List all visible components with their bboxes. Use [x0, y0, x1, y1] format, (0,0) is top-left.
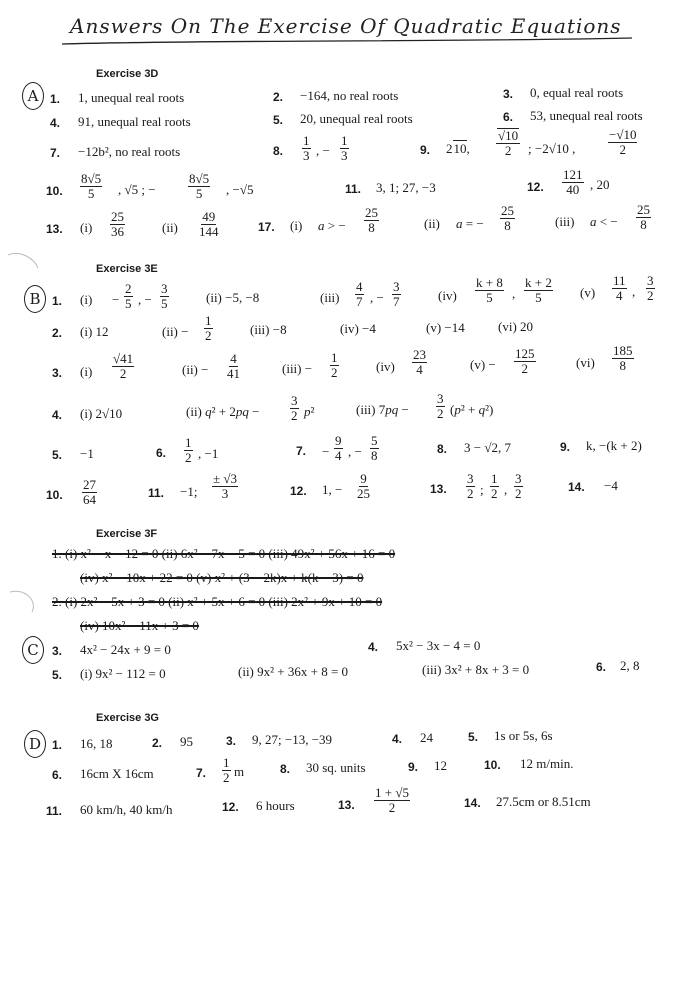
title-underline [0, 0, 700, 60]
question-number: 10. [46, 184, 63, 198]
answer: −164, no real roots [300, 88, 399, 103]
answer: (i) 12 [80, 324, 109, 339]
question-number: 6. [52, 768, 63, 782]
answer: , 20 [590, 177, 610, 192]
part-label: (ii) − [182, 362, 209, 377]
fraction: $\frac{k + 2}{5}$ [525, 275, 552, 305]
question-number: 5. [273, 113, 284, 127]
answer: 2, 8 [620, 658, 640, 673]
question-number: 14. [464, 796, 481, 810]
fraction: $\frac{1 + √5}{2}$ [375, 785, 409, 815]
answer: 1, unequal real roots [78, 90, 185, 105]
part-label: (ii) [424, 216, 440, 231]
answer: 3, 1; 27, −3 [376, 180, 436, 195]
question-number: 3. [226, 734, 237, 748]
answer: 60 km/h, 40 km/h [80, 802, 173, 817]
fraction: $\frac{3}{7}$ [393, 279, 400, 309]
answer: (iii) 7pq − [356, 402, 409, 417]
answer: m [234, 764, 245, 779]
answer: , −√5 [226, 182, 254, 197]
question-number: 8. [280, 762, 291, 776]
question-number: 1. [52, 294, 63, 308]
fraction: $\frac{25}{8}$ [365, 205, 378, 235]
page-title: Answers On The Exercise Of Quadratic Equations [70, 14, 622, 38]
question-number: 5. [52, 448, 63, 462]
question-number: 13. [338, 798, 355, 812]
answer: 210, [446, 141, 470, 156]
question-number: 4. [52, 408, 63, 422]
answer: a < − [590, 214, 618, 229]
fraction: $\frac{3}{5}$ [161, 281, 168, 311]
fraction: $\frac{k + 8}{5}$ [476, 275, 503, 305]
answer: 16, 18 [80, 736, 113, 751]
fraction: $\frac{185}{8}$ [613, 343, 633, 373]
exercise-3d-heading: Exercise 3D [96, 68, 159, 80]
fraction: $\frac{\pm √3}{3}$ [213, 471, 238, 501]
question-number: 4. [392, 732, 403, 746]
question-number: 12. [527, 180, 544, 194]
answer: , [512, 286, 516, 301]
fraction: $\frac{√41}{2}$ [113, 351, 134, 381]
answer: a > − [318, 218, 346, 233]
answer: 95 [180, 734, 193, 749]
question-number: 6. [503, 110, 514, 124]
fraction: $\frac{3}{2}$ [467, 471, 474, 501]
answer: 1s or 5s, 6s [494, 728, 553, 743]
struck-answer-line: (iv) x² − 10x + 22 = 0 (v) x² + (3 − 2k)x + k(k − 3) = 0 [80, 570, 364, 585]
answer: 30 sq. units [306, 760, 366, 775]
answer: (p² + q²) [450, 402, 494, 417]
question-number: 4. [50, 116, 61, 130]
answer: p² [304, 404, 315, 419]
fraction: $\frac{3}{2}$ [647, 273, 654, 303]
answer: 3 − √2, 7 [464, 440, 511, 455]
answer: 6 hours [256, 798, 295, 813]
answer: ; [480, 482, 484, 497]
question-number: 10. [484, 758, 501, 772]
fraction-root10-over-2: $\frac{√10}{2}$ [498, 128, 519, 158]
answer: , − [370, 290, 384, 305]
question-number: 6. [156, 446, 167, 460]
answer: (ii) −5, −8 [206, 290, 260, 305]
answer: 27.5cm or 8.51cm [496, 794, 591, 809]
fraction: $\frac{25}{8}$ [637, 202, 650, 232]
question-number: 14. [568, 480, 585, 494]
answer: 4x² − 24x + 9 = 0 [80, 642, 171, 657]
answer: 53, unequal real roots [530, 108, 643, 123]
fraction: $\frac{121}{40}$ [563, 167, 583, 197]
fraction: $\frac{4}{41}$ [227, 351, 240, 381]
answer: 16cm X 16cm [80, 766, 154, 781]
part-label: (iii) [320, 290, 340, 305]
answer: (ii) q² + 2pq − [186, 404, 260, 419]
answer: (iii) −8 [250, 322, 287, 337]
fraction: $\frac{1}{2}$ [205, 313, 212, 343]
question-number: 3. [52, 644, 63, 658]
answer: 1, − [322, 482, 343, 497]
answer: 20, unequal real roots [300, 111, 413, 126]
question-number: 9. [420, 143, 431, 157]
part-label: (i) [80, 220, 93, 235]
fraction: $\frac{25}{8}$ [501, 203, 514, 233]
struck-answer-line: 1. (i) x² − x − 12 = 0 (ii) 6x² − 7x − 5 = 0 (iii) 49x² + 56x + 16 = 0 [52, 546, 396, 561]
fraction-minus-root10-over-2: $\frac{-√10}{2}$ [609, 127, 637, 157]
question-number: 3. [52, 366, 63, 380]
answer: k, −(k + 2) [586, 438, 642, 453]
part-label: (i) [290, 218, 303, 233]
answer: (ii) − [162, 324, 189, 339]
fraction-one-third: $\frac{1}{3}$ [303, 133, 310, 163]
fraction: $\frac{125}{2}$ [515, 346, 535, 376]
fraction: $\frac{4}{7}$ [356, 279, 363, 309]
question-number: 13. [46, 222, 63, 236]
answer: −1; [180, 484, 198, 499]
question-number: 5. [52, 668, 63, 682]
answer: (ii) 9x² + 36x + 8 = 0 [238, 664, 349, 679]
section-marker-b: B [24, 285, 46, 313]
answer: , [504, 482, 508, 497]
binder-marks [0, 0, 63, 1000]
part-label: (i) [80, 292, 93, 307]
fraction: $\frac{49}{144}$ [199, 209, 219, 239]
answer: (iii) 3x² + 8x + 3 = 0 [422, 662, 530, 677]
answer: 91, unequal real roots [78, 114, 191, 129]
question-number: 11. [148, 486, 165, 500]
exercise-3f-heading: Exercise 3F [96, 528, 158, 540]
part-label: (v) [580, 285, 596, 300]
question-number: 9. [408, 760, 419, 774]
answer: , − [348, 444, 362, 459]
answer: −1 [80, 446, 94, 461]
answer: , −1 [198, 446, 219, 461]
part-label: (iv) [376, 359, 395, 374]
question-number: 8. [273, 144, 284, 158]
answer: , √5 ; − [118, 182, 156, 197]
answer: 24 [420, 730, 433, 745]
answer: a = − [456, 216, 484, 231]
question-number: 13. [430, 482, 447, 496]
fraction: $\frac{11}{4}$ [613, 273, 626, 303]
part-label: (ii) [162, 220, 178, 235]
fraction: $\frac{5}{8}$ [371, 433, 378, 463]
section-marker-d: D [24, 730, 46, 758]
part-label: (i) [80, 364, 93, 379]
answer: 12 m/min. [520, 756, 574, 771]
question-number: 1. [52, 738, 63, 752]
part-label: (v) − [470, 357, 496, 372]
part-label: (vi) [576, 355, 595, 370]
question-number: 11. [46, 804, 63, 818]
fraction: $\frac{23}{4}$ [413, 347, 426, 377]
answer: 0, equal real roots [530, 85, 624, 100]
fraction-minus-one-third: $\frac{1}{3}$ [341, 133, 348, 163]
question-number: 5. [468, 730, 479, 744]
part-label: (iv) [438, 288, 457, 303]
fraction: $\frac{1}{2}$ [223, 755, 230, 785]
answer: −4 [604, 478, 618, 493]
question-number: 11. [345, 182, 362, 196]
answer: 12 [434, 758, 447, 773]
question-number: 1. [50, 92, 61, 106]
section-marker-a: A [22, 82, 44, 110]
fraction: $\frac{2}{5}$ [125, 281, 132, 311]
part-label: (iii) − [282, 361, 313, 376]
question-number: 17. [258, 220, 275, 234]
answer: , − [138, 292, 152, 307]
answer: (iv) −4 [340, 321, 376, 336]
fraction: $\frac{3}{2}$ [515, 471, 522, 501]
struck-answer-line: (iv) 10x² − 11x + 3 = 0 [80, 618, 199, 633]
question-number: 4. [368, 640, 379, 654]
section-marker-c: C [22, 636, 44, 664]
fraction: $\frac{1}{2}$ [491, 471, 498, 501]
question-number: 2. [273, 90, 284, 104]
question-number: 2. [152, 736, 163, 750]
fraction: $\frac{9}{25}$ [357, 471, 370, 501]
question-number: 6. [596, 660, 607, 674]
answer: − [322, 444, 330, 459]
question-number: 12. [290, 484, 307, 498]
fraction: $\frac{8√5}{5}$ [81, 171, 102, 201]
question-number: 10. [46, 488, 63, 502]
answer: (i) 9x² − 112 = 0 [80, 666, 166, 681]
fraction: $\frac{8√5}{5}$ [189, 171, 210, 201]
exercise-3e-heading: Exercise 3E [96, 263, 158, 275]
question-number: 7. [50, 146, 61, 160]
answer: −12b², no real roots [78, 144, 181, 159]
fraction: $\frac{1}{2}$ [185, 435, 192, 465]
question-number: 2. [52, 326, 63, 340]
answer: (i) 2√10 [80, 406, 123, 421]
fraction: $\frac{1}{2}$ [331, 350, 338, 380]
fraction: $\frac{9}{4}$ [335, 433, 342, 463]
struck-answer-line: 2. (i) 2x² − 5x + 3 = 0 (ii) x² + 5x + 6 = 0 (iii) 2x² + 9x + 10 = 0 [52, 594, 383, 609]
answer: − [112, 292, 120, 307]
fraction: $\frac{3}{2}$ [437, 391, 444, 421]
question-number: 8. [437, 442, 448, 456]
question-number: 7. [296, 444, 307, 458]
fraction: $\frac{3}{2}$ [291, 393, 298, 423]
part-label: (iii) [555, 214, 575, 229]
answer: 9, 27; −13, −39 [252, 732, 333, 747]
fraction: $\frac{25}{36}$ [111, 209, 124, 239]
question-number: 9. [560, 440, 571, 454]
answer: ; −2√10 , [528, 141, 576, 156]
answer: , [632, 284, 636, 299]
question-number: 7. [196, 766, 207, 780]
answer: (v) −14 [426, 320, 465, 335]
question-number: 12. [222, 800, 239, 814]
question-number: 3. [503, 87, 514, 101]
exercise-3g-heading: Exercise 3G [96, 712, 159, 724]
answer: 5x² − 3x − 4 = 0 [396, 638, 481, 653]
answer-separator: , − [316, 143, 330, 158]
answer: (vi) 20 [498, 319, 534, 334]
fraction: $\frac{27}{64}$ [83, 477, 96, 507]
